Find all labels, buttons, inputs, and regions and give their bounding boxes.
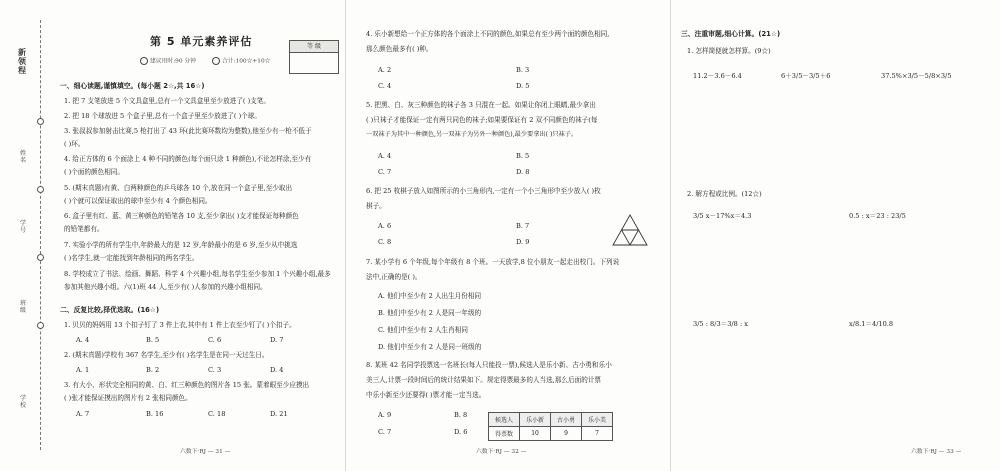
option: A. 1 [76, 366, 90, 374]
binding-gutter [0, 0, 50, 471]
triangle-figure [612, 214, 648, 246]
question-line: 1. 怎样简便就怎样算。(9☆) [687, 47, 771, 55]
option: B. 5 [516, 152, 530, 160]
option: C. 7 [378, 168, 392, 176]
page-31 [0, 0, 345, 471]
question-line: ( )只袜子才能保证一定有两只同色的袜子;如果要保证有 2 双不同颜色的袜子(每 [366, 116, 598, 124]
question-line: 8. 某班 42 名同学投票选一名班长(每人只能投一票),候选人是乐小新、古小勇和乐小 [366, 361, 612, 369]
option: C. 8 [378, 238, 392, 246]
option: A. 7 [76, 410, 90, 418]
page-title: 第 5 单元素养评估 [150, 35, 253, 48]
vote-count: 9 [551, 427, 582, 441]
question-line: 7. 实验小学的所有学生中,年龄最大的是 12 岁,年龄最小的是 6 岁,至少从中挑选 [64, 241, 298, 249]
section-2-heading: 二、反复比较,择优选取。(16☆) [60, 306, 160, 314]
grade-label: 等 级 [290, 41, 338, 53]
table-header: 乐小新 [520, 413, 551, 427]
option: D. 7 [270, 336, 284, 344]
question-line: 参加其他兴趣小组。六(1)班 44 人,至少有( )人参加的兴趣小组相同。 [64, 283, 267, 291]
question-line: 1. 贝贝的妈妈用 13 个扣子钉了 3 件上衣,其中有 1 件上衣至少钉了( )个扣子。 [64, 321, 296, 329]
option: A. 4 [76, 336, 90, 344]
binding-hole [37, 254, 44, 261]
brand-vertical: 新领程 [18, 47, 26, 75]
question-line: 美三人,计票一段时间后的统计结果如下。规定得票最多的人当选,那么后面的计票 [366, 376, 601, 384]
question-line: 棋子。 [366, 202, 386, 210]
table-header: 乐小美 [582, 413, 613, 427]
section-1-heading: 一、细心读题,谨慎填空。(每小题 2☆,共 16☆) [60, 82, 205, 90]
check-icon [212, 57, 220, 65]
option: C. 7 [378, 428, 392, 436]
option: B. 8 [454, 411, 468, 419]
option: C. 他们中至少有 2 人生肖相同 [378, 326, 468, 334]
option: A. 2 [378, 66, 392, 74]
option: A. 他们中至少有 2 人出生月份相同 [378, 292, 482, 300]
student-id-label: 学号 [20, 220, 27, 234]
option: A. 6 [378, 222, 392, 230]
time-note: 建议用时:90 分钟 [140, 57, 196, 66]
page-footer: 六数下·RJ — 33 — [911, 449, 962, 455]
question-line: 3. 张叔叔参加射击比赛,5 枪打出了 43 环(此比赛环数均为整数),他至少有一枪不低于 [64, 127, 312, 135]
question-line: 8. 学校成立了书法、绘画、舞蹈、科学 4 个兴趣小组,每名学生至少参加 1 个兴趣小组,最多 [64, 270, 331, 278]
option: B. 16 [146, 410, 164, 418]
question-line: ( )张才能保证摸出的图片有 2 张相同颜色。 [64, 394, 192, 402]
option: D. 他们中至少有 2 人是同一班级的 [378, 343, 482, 351]
question-line: 6. 盒子里有红、蓝、黄三种颜色的铅笔各 10 支,至少拿出( )支才能保证每种颜色 [64, 212, 299, 220]
table-header: 古小勇 [551, 413, 582, 427]
option: D. 9 [516, 238, 530, 246]
equation: 0.5 : x＝23 : 23/5 [849, 212, 906, 220]
section-3-heading: 三、注重审题,细心计算。(21☆) [681, 30, 781, 38]
question-line: 6. 把 25 枚棋子放入如图所示的小三角形内,一定有一个小三角形中至少放入( )枚 [366, 187, 601, 195]
binding-hole [37, 322, 44, 329]
question-line: 4. 给正方体的 6 个面涂上 4 种不同的颜色(每个面只涂 1 种颜色),不论怎样涂,至少有 [64, 155, 312, 163]
score-note: 合计:100☆+10☆ [212, 57, 270, 66]
option: D. 8 [516, 168, 530, 176]
option: A. 9 [378, 411, 392, 419]
question-line: 5. (期末真题)有黄、白两种颜色的乒乓球各 10 个,放在同一个盒子里,至少取出 [64, 184, 293, 192]
question-line: 的铅笔都有。 [64, 225, 104, 233]
school-label: 学校 [20, 395, 27, 409]
option: B. 3 [516, 66, 530, 74]
name-label: 姓名 [20, 150, 27, 164]
option: A. 4 [378, 152, 392, 160]
equation: 3/5 : 8/3＝3/8 : x [693, 320, 748, 328]
binding-hole [37, 186, 44, 193]
question-line: 2. 解方程或比例。(12☆) [687, 190, 762, 198]
question-line: 1. 把 7 支笔放进 5 个文具盒里,总有一个文具盒里至少放进了( )支笔。 [64, 97, 270, 105]
vote-count: 10 [520, 427, 551, 441]
question-line: 那么颜色最多有( )种。 [366, 45, 433, 53]
row-label: 得票数 [489, 427, 520, 441]
option: B. 5 [146, 336, 160, 344]
question-line: 法中,正确的是( )。 [366, 273, 422, 281]
grade-box [289, 40, 339, 74]
question-line: ( )个就可以保证取出的球中至少有 4 个颜色相同。 [64, 197, 212, 205]
page-33 [670, 0, 1000, 471]
vote-count: 7 [582, 427, 613, 441]
vote-table [488, 412, 613, 441]
question-line: 2. 把 18 个球放进 5 个盒子里,总有一个盒子里至少放进了( )个球。 [64, 112, 261, 120]
cut-line [40, 20, 41, 450]
expression: 11.2－3.6－6.4 [693, 72, 742, 80]
expression: 37.5%×3/5－5/8×3/5 [881, 72, 952, 80]
equation: x/8.1＝4/10.8 [849, 320, 894, 328]
question-line: 4. 乐小新想给一个正方体的各个面涂上不同的颜色,如果总有至少两个面的颜色相同, [366, 30, 610, 38]
option: D. 4 [270, 366, 284, 374]
question-line: 5. 把黑、白、灰三种颜色的袜子各 3 只混在一起。如果让你闭上眼睛,最少拿出 [366, 101, 596, 109]
equation: 3/5 x－17%x＝4.3 [693, 212, 752, 220]
question-line: 一双袜子为其中一种颜色,另一双袜子为另外一种颜色),最少要拿出( )只袜子。 [366, 131, 578, 138]
page-footer: 六数下·RJ — 31 — [180, 449, 231, 455]
expression: 6＋3/5－3/5＋6 [781, 72, 831, 80]
binding-hole [37, 118, 44, 125]
option: D. 21 [270, 410, 288, 418]
page-footer: 六数下·RJ — 32 — [476, 449, 527, 455]
option: C. 6 [208, 336, 222, 344]
clock-icon [140, 57, 148, 65]
question-line: 2. (期末真题)学校有 367 名学生,至少有( )名学生是在同一天过生日。 [64, 351, 269, 359]
question-line: ( )名学生,就一定能找到年龄相同的两名学生。 [64, 254, 199, 262]
option: B. 2 [146, 366, 160, 374]
option: C. 18 [208, 410, 226, 418]
question-line: 中乐小新至少还要得( )票才能一定当选。 [366, 391, 486, 399]
option: D. 5 [516, 82, 530, 90]
question-line: ( )个面的颜色相同。 [64, 168, 124, 176]
question-line: 3. 有大小、形状完全相同的黄、白、红三种颜色的图片各 15 张。蒙着眼至少应摸出 [64, 381, 310, 389]
question-line: ( )环。 [64, 140, 85, 148]
option: B. 7 [516, 222, 530, 230]
option: C. 4 [378, 82, 392, 90]
option: C. 3 [208, 366, 222, 374]
option: D. 6 [454, 428, 468, 436]
option: B. 他们中至少有 2 人是同一年级的 [378, 309, 482, 317]
table-header: 候选人 [489, 413, 520, 427]
question-line: 7. 某小学有 6 个年级,每个年级有 8 个班。一天放学,8 位小朋友一起走出校门。下列说 [366, 258, 620, 266]
class-label: 班级 [20, 300, 27, 314]
